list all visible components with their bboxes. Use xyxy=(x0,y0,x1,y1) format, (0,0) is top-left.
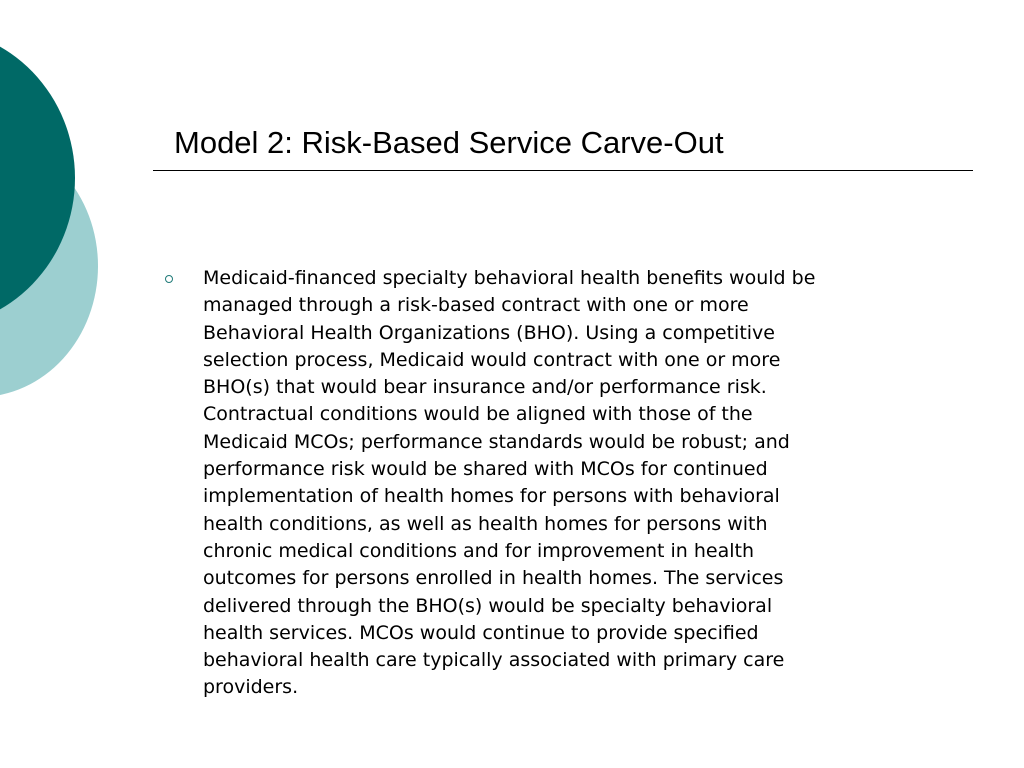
hollow-circle-bullet-icon xyxy=(165,275,173,283)
bullet-text: Medicaid-financed specialty behavioral health benefits would be managed through a risk-based contract with one or more Behavioral Health Organizations (BHO). Using a competitive selection process, Medicaid would contract with one or more BHO(s) that would bear insurance and/or performance risk. Contractual conditions would be aligned with those of the Medicaid MCOs; performance standards would be robust; and performance risk would be shared with MCOs for continued implementation of health homes for persons with behavioral health conditions, as well as health homes for persons with chronic medical conditions and for improvement in health outcomes for persons enrolled in health homes. The services delivered through the BHO(s) would be specialty behavioral health services. MCOs would continue to provide specified behavioral health care typically associated with primary care providers. xyxy=(203,267,816,699)
slide-title: Model 2: Risk-Based Service Carve-Out xyxy=(174,125,724,160)
title-divider xyxy=(153,170,973,171)
